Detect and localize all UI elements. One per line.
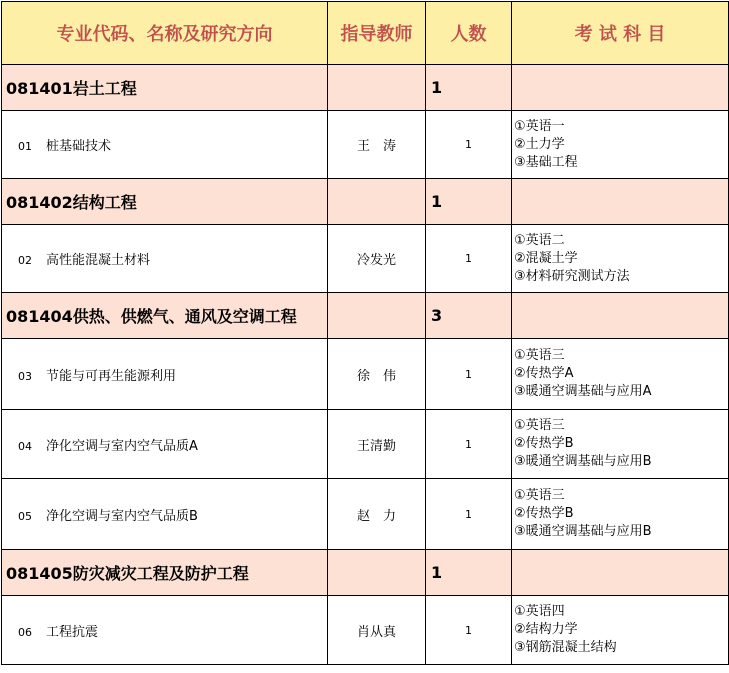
exam-subject: ②混凝土学 [514,250,578,266]
header-count: 人数 [426,2,512,65]
direction-row [2,596,729,665]
direction-cell [2,596,328,665]
teacher-name: 徐 伟 [328,339,426,410]
major-row [2,179,729,225]
exam-subject: ②传热学B [514,506,574,521]
teacher-name: 赵 力 [328,479,426,550]
exam-subject: ①英语一 [514,118,565,134]
major-title: 081404供热、供燃气、通风及空调工程 [2,293,328,339]
teacher-name: 王清勤 [328,410,426,479]
direction-cell [2,111,328,179]
major-subjects-cell [512,293,729,339]
major-title: 081405防灾减灾工程及防护工程 [2,550,328,596]
direction-code: 05 [18,509,32,523]
direction-code: 04 [18,439,32,453]
exam-subject: ③材料研究测试方法 [514,268,630,284]
major-row [2,550,729,596]
major-subjects-cell [512,65,729,111]
exam-subject: ③暖通空调基础与应用B [514,454,652,469]
major-teacher-cell [328,179,426,225]
header-major: 专业代码、名称及研究方向 [2,2,328,65]
direction-cell [2,479,328,550]
direction-cell [2,339,328,410]
major-title: 081402结构工程 [2,179,328,225]
major-count: 1 [426,179,512,225]
major-row [2,293,729,339]
direction-count: 1 [426,339,512,410]
direction-count: 1 [426,111,512,179]
exam-subject: ①英语四 [514,604,565,619]
exam-subject: ①英语三 [514,348,565,363]
direction-name: 桩基础技术 [46,139,112,154]
direction-cell [2,410,328,479]
exam-subject: ①英语二 [514,232,565,248]
major-count: 1 [426,65,512,111]
direction-code: 03 [18,369,32,383]
major-title: 081401岩土工程 [2,65,328,111]
direction-row [2,111,729,179]
major-subjects-cell [512,550,729,596]
major-row [2,65,729,111]
direction-code: 06 [18,625,32,639]
major-subjects-cell [512,179,729,225]
exam-subjects [512,410,729,479]
exam-subject: ②结构力学 [514,622,578,637]
exam-subjects [512,225,729,293]
exam-subjects [512,479,729,550]
exam-subject: ③暖通空调基础与应用A [514,384,652,399]
teacher-name: 冷发光 [328,225,426,293]
exam-subject: ③基础工程 [514,154,578,170]
direction-count: 1 [426,410,512,479]
exam-subject: ①英语三 [514,418,565,433]
exam-subject: ③钢筋混凝土结构 [514,640,617,655]
direction-count: 1 [426,479,512,550]
major-count: 1 [426,550,512,596]
teacher-name: 肖从真 [328,596,426,665]
major-count: 3 [426,293,512,339]
admissions-table [1,1,729,665]
direction-code: 02 [18,254,32,267]
direction-name: 净化空调与室内空气品质A [46,438,198,454]
direction-row [2,479,729,550]
direction-row [2,410,729,479]
exam-subjects [512,339,729,410]
direction-name: 高性能混凝土材料 [46,253,151,268]
direction-count: 1 [426,225,512,293]
exam-subject: ②传热学A [514,366,574,381]
exam-subjects [512,111,729,179]
exam-subject: ②土力学 [514,136,565,152]
exam-subject: ②传热学B [514,436,574,451]
major-teacher-cell [328,550,426,596]
header-teacher: 指导教师 [328,2,426,65]
direction-row [2,225,729,293]
exam-subject: ③暖通空调基础与应用B [514,524,652,539]
exam-subject: ①英语三 [514,488,565,503]
direction-cell [2,225,328,293]
direction-name: 工程抗震 [46,624,99,640]
header-subjects: 考 试 科 目 [512,2,729,65]
direction-code: 01 [18,140,32,153]
direction-count: 1 [426,596,512,665]
direction-row [2,339,729,410]
direction-name: 净化空调与室内空气品质B [46,508,198,524]
major-teacher-cell [328,293,426,339]
exam-subjects [512,596,729,665]
teacher-name: 王 涛 [328,111,426,179]
direction-name: 节能与可再生能源利用 [46,368,177,384]
header-row [2,2,729,65]
major-teacher-cell [328,65,426,111]
